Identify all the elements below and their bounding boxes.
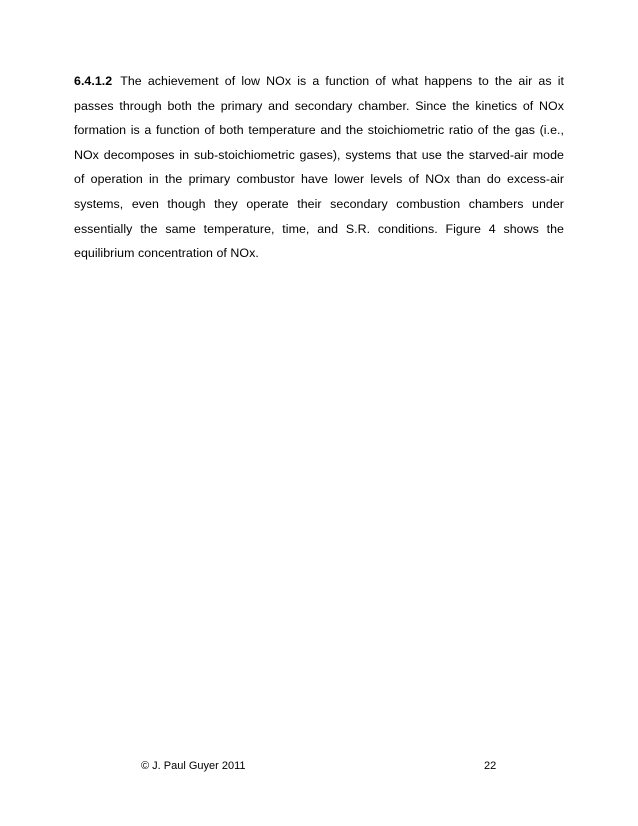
section-paragraph [74,69,564,266]
section-body-text: The achievement of low NOx is a function of what happens to the air as it passes through both the primary and secondary chamber. Since the kinetics of NOx formation is a function of both temperature and the stoichiometric ratio of the gas (i.e., NOx decomposes in sub-stoichiometric gases), systems that use the starved-air mode of operation in the primary combustor have lower levels of NOx than do excess-air systems, even though they operate their secondary combustion chambers under essentially the same temperature, time, and S.R. conditions. Figure 4 shows the equilibrium concentration of NOx. [74,74,564,261]
footer-copyright: © J. Paul Guyer 2011 [141,760,246,772]
footer-page-number: 22 [484,760,497,772]
section-number: 6.4.1.2 [74,74,113,88]
